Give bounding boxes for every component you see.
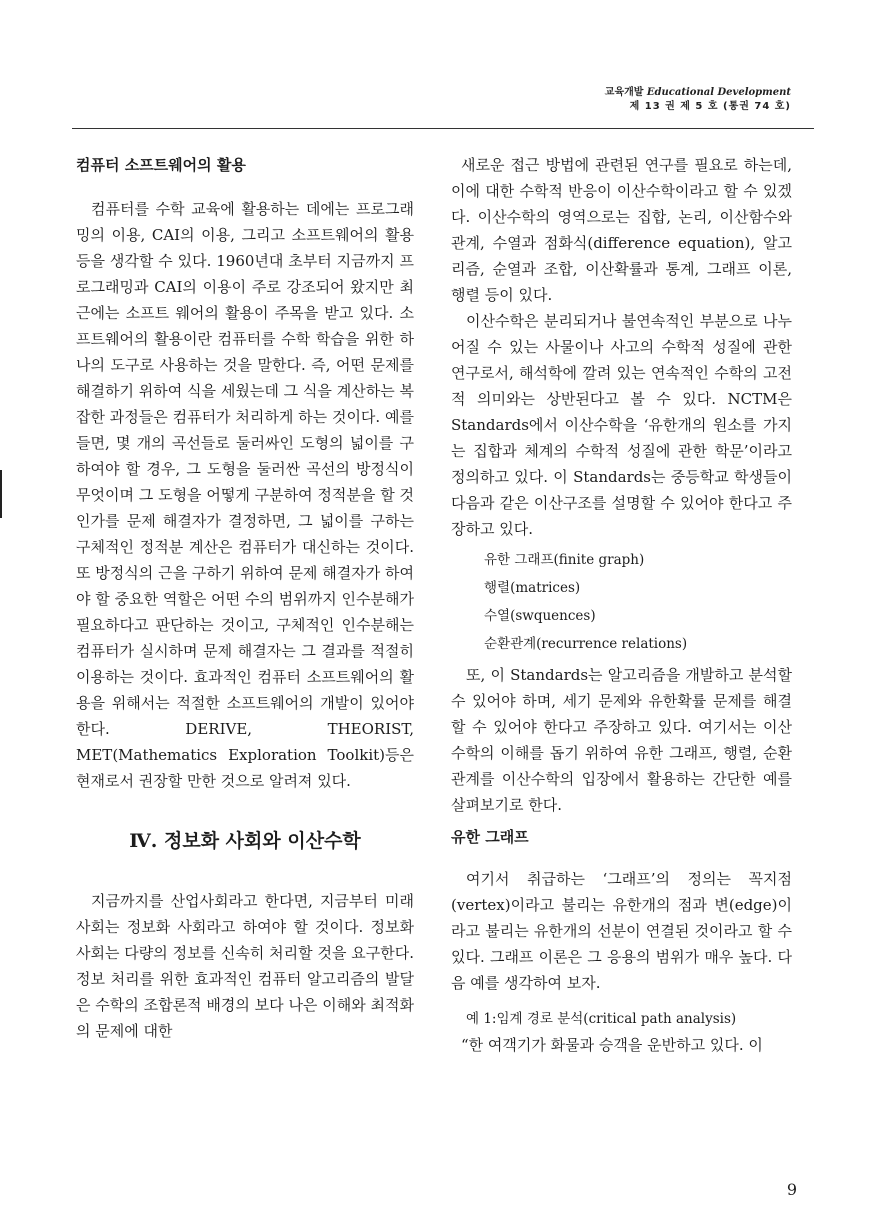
paragraph-graph-definition: 여기서 취급하는 ‘그래프’의 정의는 꼭지점(vertex)이라고 불리는 유한개의 점과 변(edge)이라고 불리는 유한개의 선분이 연결된 것이라고 할 수 있다. 그래프 이론은 그 응용의 범위가 매우 높다. 다음 예를 생각하여 보자.: [451, 870, 792, 992]
discrete-structures-list: [451, 546, 792, 658]
journal-title-english: Educational Development: [646, 87, 791, 98]
list-item: 유한 그래프(finite graph): [484, 552, 645, 568]
list-item: 수열(swquences): [484, 608, 596, 624]
paragraph-information-society: 지금까지를 산업사회라고 한다면, 지금부터 미래 사회는 정보화 사회라고 하여야 할 것이다. 정보화 사회는 다량의 정보를 신속히 처리할 것을 요구한다. 정보 처리를 위한 효과적인 컴퓨터 알고리즘의 발달은 수학의 조합론적 배경의 보다 나은 이해와 최적화의 문제에 대한: [76, 892, 414, 1040]
paragraph-discrete-math-definition: 이산수학은 분리되거나 불연속적인 부분으로 나누어질 수 있는 사물이나 사고의 수학적 성질에 관한 연구로서, 해석학에 깔려 있는 연속적인 수학의 고전적 의미와는 상반된다고 볼 수 있다. NCTM은 Standards에서 이산수학을 ‘유한개의 원소를 가지는 집합과 체계의 수학적 성질에 관한 학문’이라고 정의하고 있다. 이 Standards는 중등학교 학생들이 다음과 같은 이산구조를 설명할 수 있어야 한다고 주장하고 있다.: [451, 312, 792, 538]
margin-mark: [0, 470, 2, 518]
issue-info: 제 13 권 제 5 호 (통권 74 호): [629, 101, 791, 112]
paragraph-discrete-math-areas: 새로운 접근 방법에 관련된 연구를 필요로 하는데, 이에 대한 수학적 반응이 이산수학이라고 할 수 있겠다. 이산수학의 영역으로는 집합, 논리, 이산함수와 관계, 수열과 점화식(difference equation), 알고리즘, 순열과 조합, 이산확률과 통계, 그래프 이론, 행렬 등이 있다.: [451, 156, 792, 304]
list-item: 순환관계(recurrence relations): [484, 636, 688, 652]
paragraph-standards: 또, 이 Standards는 알고리즘을 개발하고 분석할 수 있어야 하며, 세기 문제와 유한확률 문제를 해결할 수 있어야 한다고 주장하고 있다. 여기서는 이산수학의 이해를 돕기 위하여 유한 그래프, 행렬, 순환관계를 이산수학의 입장에서 활용하는 간단한 예를 살펴보기로 한다.: [451, 666, 792, 814]
header-rule: [72, 128, 814, 129]
page-number: 9: [786, 1180, 797, 1199]
left-column: [76, 152, 414, 1044]
paragraph-software: 컴퓨터를 수학 교육에 활용하는 데에는 프로그래밍의 이용, CAI의 이용, 그리고 소프트웨어의 활용 등을 생각할 수 있다. 1960년대 초부터 지금까지 프로그래밍과 CAI의 이용이 주로 강조되어 왔지만 최근에는 소프트 웨어의 활용이 주목을 받고 있다. 소프트웨어의 활용이란 컴퓨터를 수학 학습을 위한 하나의 도구로 사용하는 것을 말한다. 즉, 어떤 문제를 해결하기 위하여 식을 세웠는데 그 식을 계산하는 복잡한 과정들은 컴퓨터가 처리하게 하는 것이다. 예를 들면, 몇 개의 곡선들로 둘러싸인 도형의 넓이를 구하여야 할 경우, 그 도형을 둘러싼 곡선의 방정식이 무엇이며 그 도형을 어떻게 구분하여 정적분을 할 것인가를 문제 해결자가 결정하면, 그 넓이를 구하는 구체적인 정적분 계산은 컴퓨터가 대신하는 것이다. 또 방정식의 근을 구하기 위하여 문제 해결자가 하여야 할 중요한 역할은 어떤 수의 범위까지 인수분해가 필요하다고 판단하는 것이고, 구체적인 인수분해는 컴퓨터가 실시하며 문제 해결자는 그 결과를 적절히 이용하는 것이다. 효과적인 컴퓨터 소프트웨어의 활용을 위해서는 적절한 소프트웨어의 개발이 있어야 한다. DERIVE, THEORIST, MET(Mathematics Exploration Toolkit)등은 현재로서 권장할 만한 것으로 알려져 있다.: [76, 200, 414, 790]
journal-title-korean: 교육개발: [604, 87, 644, 98]
paragraph-example-start: “한 여객기가 화물과 승객을 운반하고 있다. 이: [461, 1036, 763, 1054]
right-column: [451, 152, 792, 1058]
subsection-heading-finite-graph: 유한 그래프: [451, 828, 529, 846]
journal-header: [605, 86, 791, 114]
list-item: 행렬(matrices): [484, 580, 581, 596]
section-title: Ⅳ. 정보화 사회와 이산수학: [129, 830, 361, 852]
subsection-heading-software: 컴퓨터 소프트웨어의 활용: [76, 156, 246, 174]
example-heading: 예 1:임계 경로 분석(critical path analysis): [466, 1011, 737, 1027]
journal-title: [605, 86, 791, 100]
